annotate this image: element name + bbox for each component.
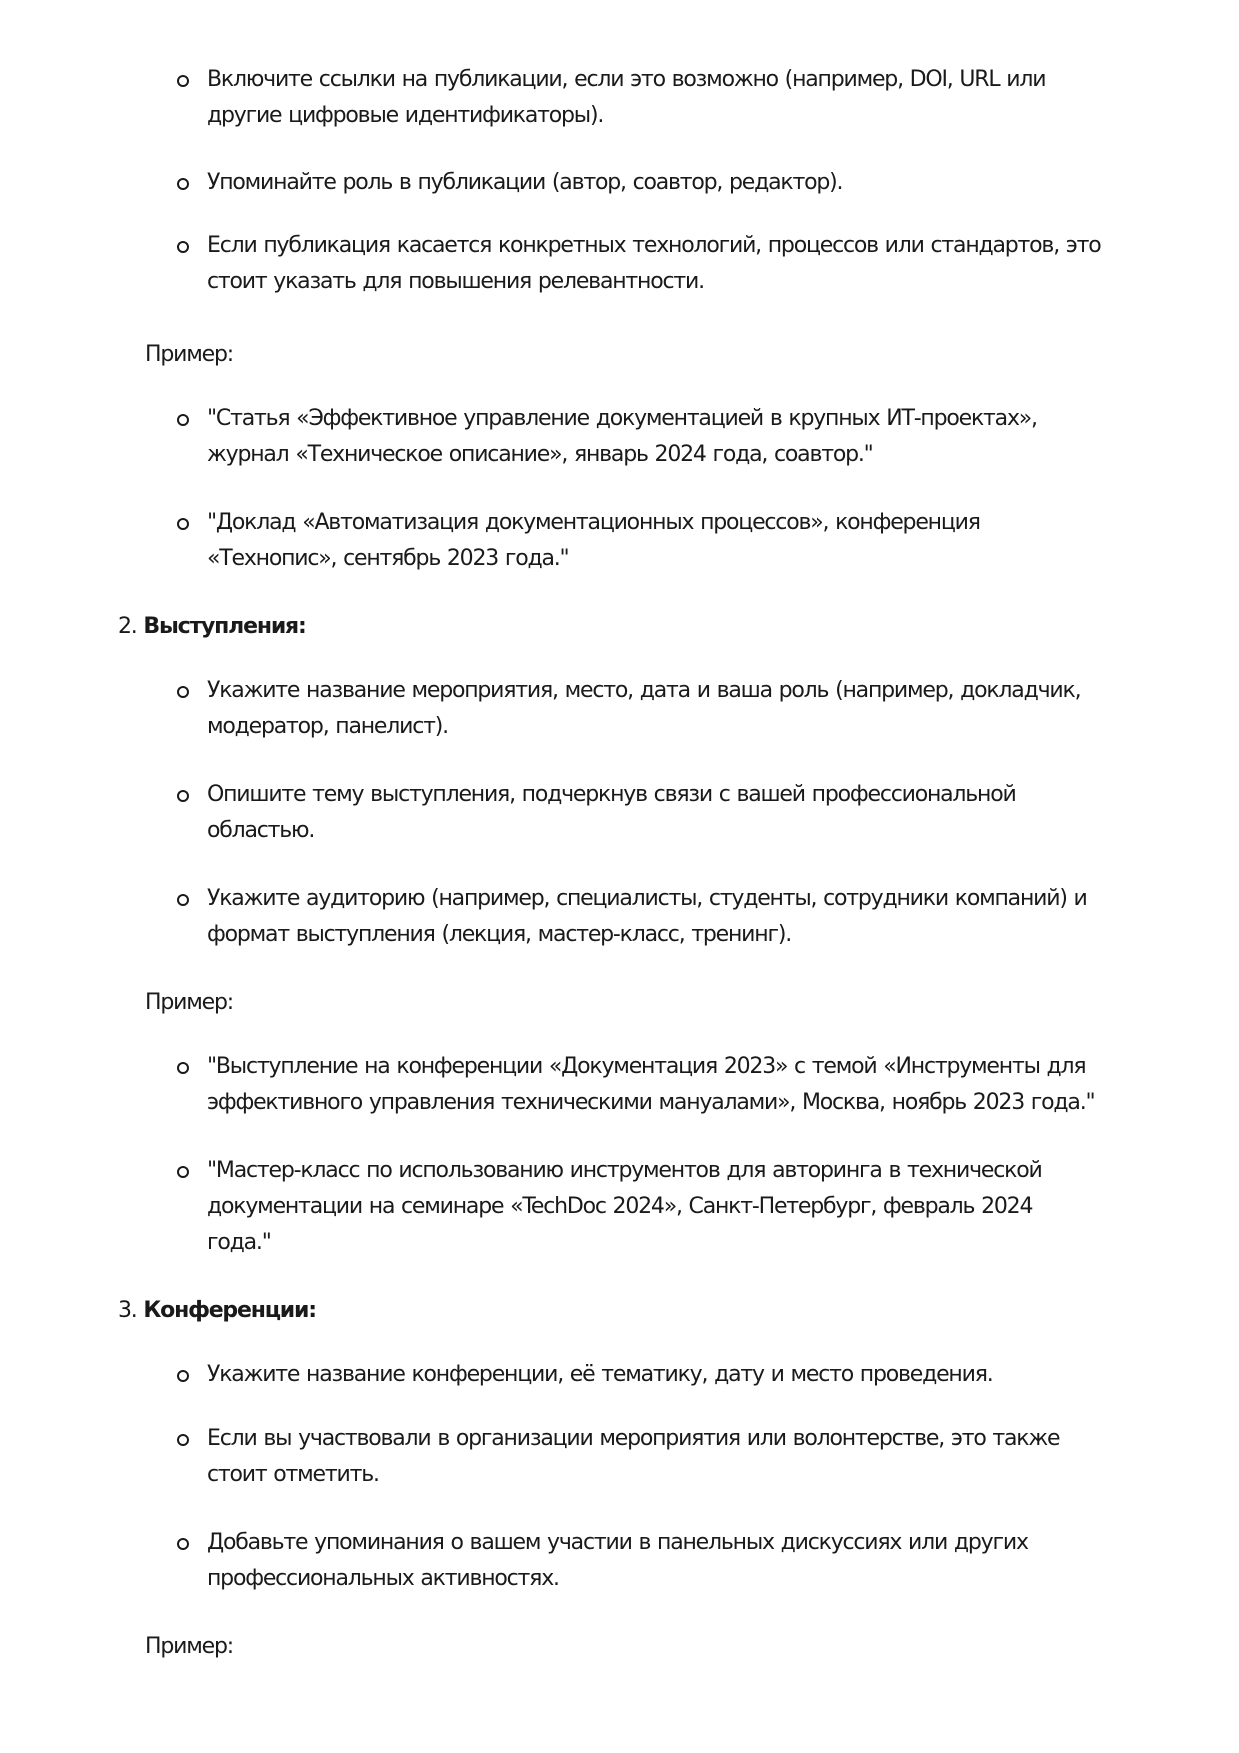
example-line: журнал «Техническое описание», январь 2024 года, соавтор." — [207, 442, 873, 467]
section-title: Конференции: — [143, 1298, 316, 1323]
list-item-line: Укажите название конференции, её тематику, дату и место проведения. — [207, 1362, 993, 1387]
bullet-icon — [177, 1370, 189, 1382]
list-item-line: стоит указать для повышения релевантности. — [207, 269, 704, 294]
section-heading-conferences — [118, 1293, 316, 1329]
example-line: "Доклад «Автоматизация документационных процессов», конференция — [207, 510, 980, 535]
list-item-line: Опишите тему выступления, подчеркнув связи с вашей профессиональной — [207, 782, 1016, 807]
example-line: "Мастер-класс по использованию инструментов для авторинга в технической — [207, 1158, 1042, 1183]
example-line: эффективного управления техническими мануалами», Москва, ноябрь 2023 года." — [207, 1090, 1095, 1115]
bullet-icon — [177, 414, 189, 426]
example-label: Пример: — [145, 990, 233, 1015]
list-item-line: Укажите аудиторию (например, специалисты, студенты, сотрудники компаний) и — [207, 886, 1087, 911]
list-item-line: модератор, панелист). — [207, 714, 448, 739]
list-item-line: Если публикация касается конкретных технологий, процессов или стандартов, это — [207, 233, 1101, 258]
bullet-icon — [177, 518, 189, 530]
bullet-icon — [177, 894, 189, 906]
list-item-line: Упоминайте роль в публикации (автор, соавтор, редактор). — [207, 170, 843, 195]
list-item-line: Укажите название мероприятия, место, дата и ваша роль (например, докладчик, — [207, 678, 1081, 703]
list-item-line: другие цифровые идентификаторы). — [207, 103, 604, 128]
section-number: 3. — [118, 1298, 137, 1323]
list-item-line: формат выступления (лекция, мастер-класс, тренинг). — [207, 922, 791, 947]
section-number: 2. — [118, 614, 137, 639]
section-title: Выступления: — [143, 614, 306, 639]
list-item-line: стоит отметить. — [207, 1462, 379, 1487]
example-line: документации на семинаре «TechDoc 2024», Санкт-Петербург, февраль 2024 — [207, 1194, 1033, 1219]
example-line: года." — [207, 1230, 271, 1255]
example-line: «Технопис», сентябрь 2023 года." — [207, 546, 569, 571]
bullet-icon — [177, 1166, 189, 1178]
bullet-icon — [177, 1538, 189, 1550]
list-item-line: Включите ссылки на публикации, если это возможно (например, DOI, URL или — [207, 67, 1046, 92]
section-heading-speeches — [118, 609, 306, 645]
example-label: Пример: — [145, 342, 233, 367]
bullet-icon — [177, 1062, 189, 1074]
example-line: "Статья «Эффективное управление документацией в крупных ИТ-проектах», — [207, 406, 1037, 431]
bullet-icon — [177, 1434, 189, 1446]
bullet-icon — [177, 75, 189, 87]
list-item-line: Добавьте упоминания о вашем участии в панельных дискуссиях или других — [207, 1530, 1028, 1555]
bullet-icon — [177, 241, 189, 253]
bullet-icon — [177, 178, 189, 190]
example-label: Пример: — [145, 1634, 233, 1659]
list-item-line: профессиональных активностях. — [207, 1566, 559, 1591]
bullet-icon — [177, 686, 189, 698]
example-line: "Выступление на конференции «Документация 2023» с темой «Инструменты для — [207, 1054, 1086, 1079]
list-item-line: областью. — [207, 818, 315, 843]
bullet-icon — [177, 790, 189, 802]
list-item-line: Если вы участвовали в организации мероприятия или волонтерстве, это также — [207, 1426, 1060, 1451]
